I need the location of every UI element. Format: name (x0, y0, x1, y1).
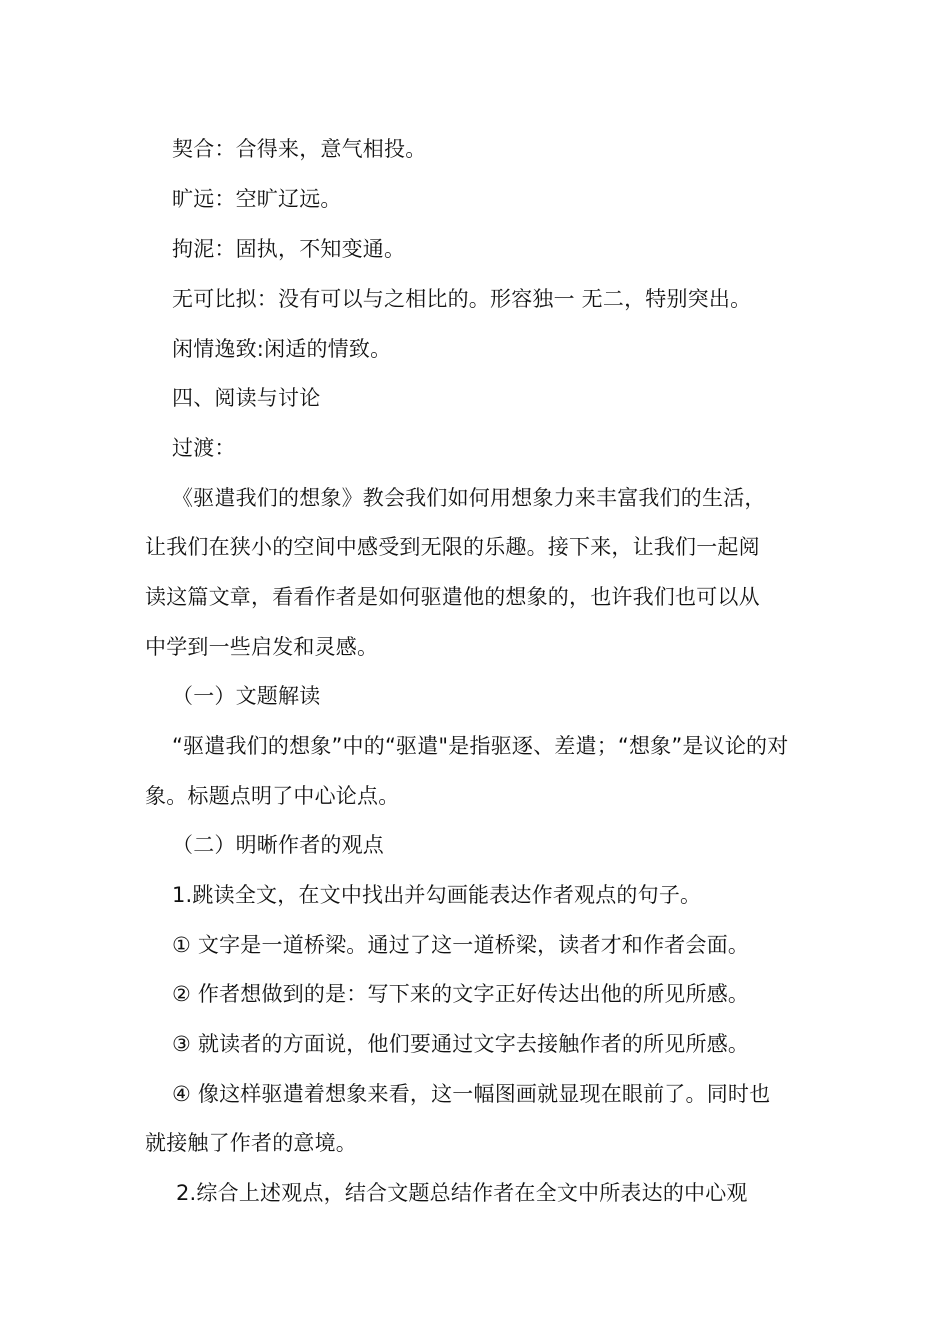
task-two: 2.综合上述观点，结合文题总结作者在全文中所表达的中心观 (176, 1181, 748, 1205)
paragraph-line: 象。标题点明了中心论点。 (145, 784, 400, 808)
transition-label: 过渡： (172, 436, 236, 460)
list-item: ② 作者想做到的是：写下来的文字正好传达出他的所见所感。 (172, 982, 750, 1006)
paragraph-line: “驱遣我们的想象”中的“驱遣"是指驱逐、差遣；“想象”是议论的对 (172, 734, 789, 758)
list-item-continued: 就接触了作者的意境。 (145, 1131, 357, 1155)
paragraph-line: 中学到一些启发和灵感。 (145, 635, 379, 659)
definition-xianqing: 闲情逸致:闲适的情致。 (172, 337, 392, 361)
definition-kuangyuan: 旷远：空旷辽远。 (172, 187, 342, 211)
subheading-two: （二）明晰作者的观点 (172, 833, 384, 857)
paragraph-line: 《驱遣我们的想象》教会我们如何用想象力来丰富我们的生活， (172, 486, 766, 510)
list-item: ④ 像这样驱遣着想象来看，这一幅图画就显现在眼前了。同时也 (172, 1082, 771, 1106)
section-heading-four: 四、阅读与讨论 (172, 386, 321, 410)
definition-juni: 拘泥：固执，不知变通。 (172, 237, 406, 261)
definition-wukebini: 无可比拟：没有可以与之相比的。形容独一 无二，特别突出。 (172, 287, 752, 311)
paragraph-line: 让我们在狭小的空间中感受到无限的乐趣。接下来，让我们一起阅 (145, 535, 760, 559)
paragraph-line: 读这篇文章，看看作者是如何驱遣他的想象的，也许我们也可以从 (145, 585, 760, 609)
subheading-one: （一）文题解读 (172, 684, 321, 708)
list-item: ① 文字是一道桥梁。通过了这一道桥梁，读者才和作者会面。 (172, 933, 750, 957)
task-one: 1.跳读全文，在文中找出并勾画能表达作者观点的句子。 (172, 883, 702, 907)
definition-qihe: 契合：合得来，意气相投。 (172, 137, 427, 161)
list-item: ③ 就读者的方面说，他们要通过文字去接触作者的所见所感。 (172, 1032, 750, 1056)
